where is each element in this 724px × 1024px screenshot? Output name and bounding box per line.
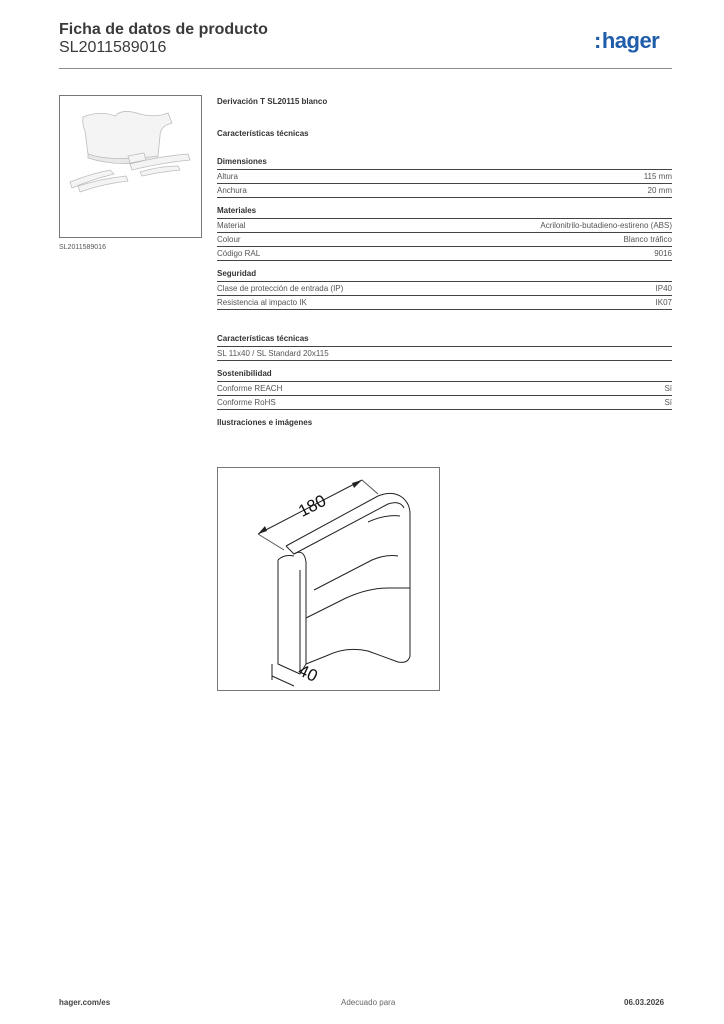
- product-reference: SL2011589016: [59, 39, 167, 56]
- illustrations-title: Ilustraciones e imágenes: [217, 418, 313, 427]
- spec-value: Sí: [664, 384, 672, 393]
- spec-row: [217, 184, 672, 198]
- dimensions-title: Dimensiones: [217, 157, 672, 170]
- spec-label: Anchura: [217, 186, 247, 195]
- spec-label: SL 11x40 / SL Standard 20x115: [217, 349, 329, 358]
- footer-date: 06.03.2026: [624, 998, 665, 1007]
- spec-row: [217, 219, 672, 233]
- product-image-icon: [60, 96, 201, 237]
- spec-value: 9016: [654, 249, 672, 258]
- spec-label: Conforme REACH: [217, 384, 283, 393]
- header-divider: [59, 68, 672, 69]
- product-name: Derivación T SL20115 blanco: [217, 97, 328, 106]
- spec-value: 20 mm: [647, 186, 672, 195]
- spec-row: [217, 170, 672, 184]
- photo-caption: SL2011589016: [59, 244, 106, 251]
- spec-label: Código RAL: [217, 249, 261, 258]
- safety-title: Seguridad: [217, 269, 672, 282]
- product-photo: [59, 95, 202, 238]
- spec-row: [217, 247, 672, 261]
- spec-row: [217, 296, 672, 310]
- spec-row: [217, 396, 672, 410]
- spec-label: Clase de protección de entrada (IP): [217, 284, 344, 293]
- spec-value: IK07: [655, 298, 672, 307]
- spec-row: [217, 233, 672, 247]
- hager-logo[interactable]: [594, 28, 659, 54]
- footer-website-link[interactable]: hager.com/es: [59, 998, 111, 1007]
- spec-label: Material: [217, 221, 246, 230]
- page-title: Ficha de datos de producto: [59, 21, 268, 38]
- footer-note: Adecuado para: [341, 998, 396, 1007]
- main-section-title: Características técnicas: [217, 129, 309, 138]
- logo-text: hager: [601, 28, 660, 53]
- dimension-drawing-icon: [218, 468, 439, 690]
- spec-row: [217, 347, 672, 361]
- spec-value: Sí: [664, 398, 672, 407]
- spec-row: [217, 382, 672, 396]
- spec-row: [217, 282, 672, 296]
- spec-label: Conforme RoHS: [217, 398, 276, 407]
- dimension-40: 40: [295, 660, 321, 686]
- spec-value: IP40: [655, 284, 672, 293]
- spec-label: Altura: [217, 172, 238, 181]
- logo-dots-icon: :: [594, 28, 601, 53]
- spec-value: 115 mm: [643, 172, 672, 181]
- technical-drawing: [217, 467, 440, 691]
- spec-value: Acrilonitrilo-butadieno-estireno (ABS): [540, 221, 672, 230]
- spec-label: Colour: [217, 235, 241, 244]
- spec-content: [217, 97, 672, 430]
- tech-features-title: Características técnicas: [217, 334, 672, 347]
- sustainability-title: Sostenibilidad: [217, 369, 672, 382]
- dimension-180: 180: [295, 491, 330, 521]
- spec-label: Resistencia al impacto IK: [217, 298, 307, 307]
- spec-value: Blanco tráfico: [623, 235, 672, 244]
- materials-title: Materiales: [217, 206, 672, 219]
